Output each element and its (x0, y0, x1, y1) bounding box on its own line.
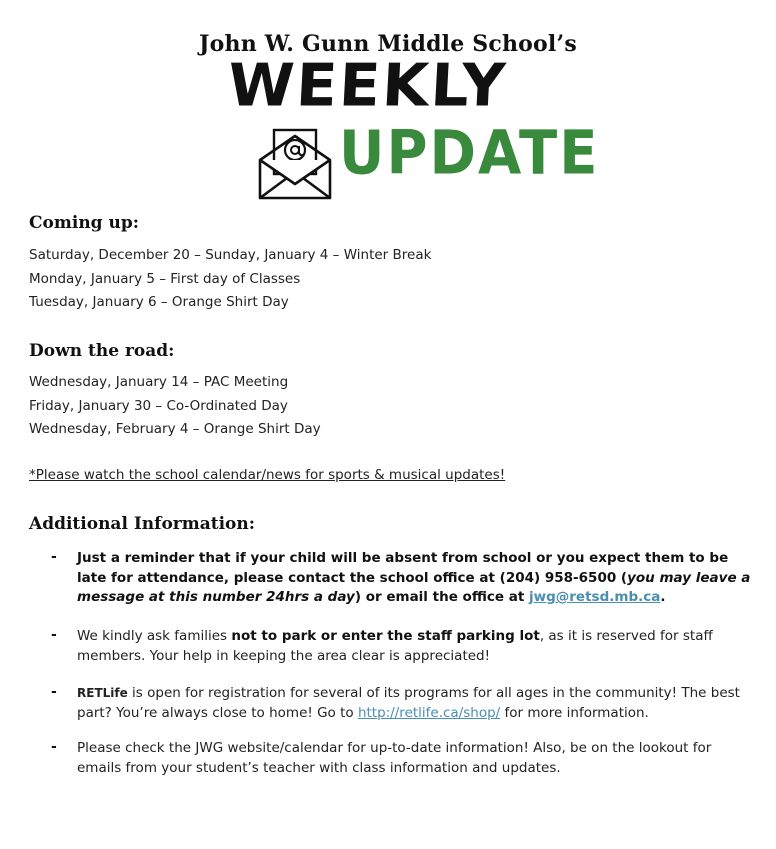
coming-up-heading: Coming up: (29, 213, 140, 233)
calendar-note[interactable]: *Please watch the school calendar/news for sports & musical updates! (29, 467, 506, 483)
retlife-shop-link[interactable]: http://retlife.ca/shop/ (357, 704, 501, 721)
retlife-text: is open for registration for several of its programs for all ages in the community! The best part? You’re always close to home! Go to (77, 685, 740, 721)
event-item: Wednesday, January 14 – PAC Meeting (29, 374, 289, 390)
down-the-road-heading: Down the road: (29, 341, 175, 361)
parking-warning: not to park or enter the staff parking lot (231, 628, 540, 644)
retlife-brand: RETLife (77, 686, 128, 700)
event-item: Tuesday, January 6 – Orange Shirt Day (29, 294, 289, 310)
retlife-text: for more information. (500, 704, 649, 721)
website-notice: Please check the JWG website/calendar for up-to-date information! Also, be on the lookout for emails from your student’s teacher with class information and updates. (77, 740, 712, 776)
parking-notice (77, 627, 753, 666)
bullet-marker: - (51, 627, 57, 643)
event-item: Friday, January 30 – Co-Ordinated Day (29, 398, 288, 414)
attendance-text: ) or email the office at (354, 589, 530, 605)
parking-text: We kindly ask families (77, 628, 232, 644)
message-note: you may leave a message at this number 24hrs a day (77, 569, 751, 605)
school-name: John W. Gunn Middle School’s (199, 31, 577, 57)
event-item: Wednesday, February 4 – Orange Shirt Day (29, 421, 321, 437)
attendance-text: . (660, 589, 666, 605)
office-email-link[interactable]: jwg@retsd.mb.ca (529, 589, 661, 605)
retlife-notice (77, 684, 753, 723)
bullet-marker: - (51, 739, 57, 755)
additional-info-heading: Additional Information: (29, 514, 256, 534)
weekly-title: WEEKLY (226, 51, 509, 121)
event-item: Monday, January 5 – First day of Classes (29, 271, 301, 287)
event-item: Saturday, December 20 – Sunday, January 4 – Winter Break (29, 247, 432, 263)
bullet-marker: - (51, 549, 57, 565)
envelope-at-icon (257, 124, 333, 202)
parking-text: , as it is reserved for staff members. Your help in keeping the area clear is appreciated! (77, 628, 713, 664)
attendance-reminder (77, 549, 753, 608)
update-title: UPDATE (339, 118, 600, 189)
bullet-marker: - (51, 684, 57, 700)
attendance-text: Just a reminder that if your child will be absent from school or you expect them to be late for attendance, please contact the school office at (204) 958-6500 ( (77, 550, 729, 586)
